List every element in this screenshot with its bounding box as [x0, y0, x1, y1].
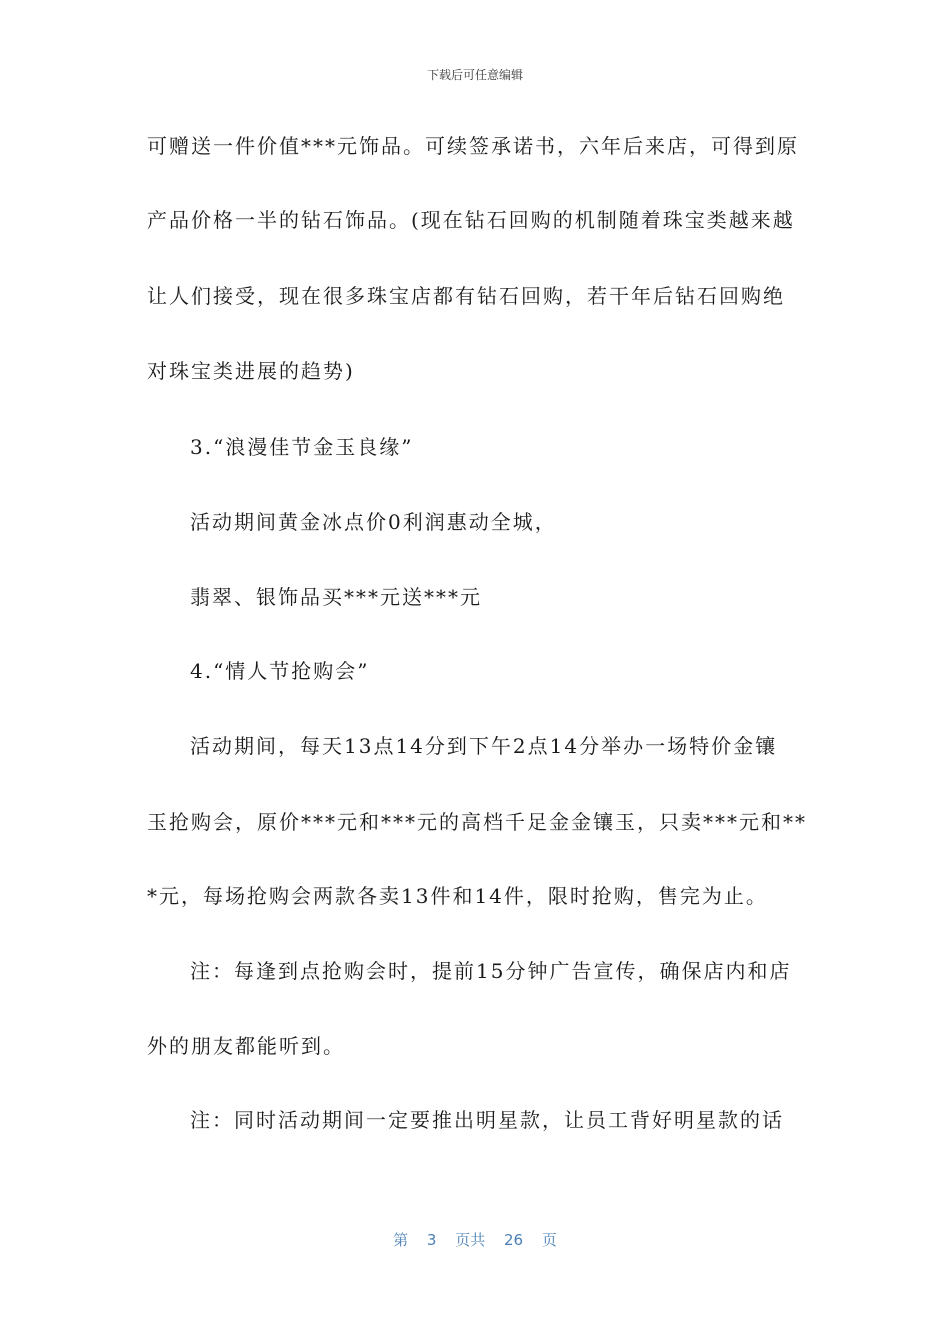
- paragraph-line: 对珠宝类进展的趋势): [147, 359, 355, 383]
- page-header-note: 下载后可任意编辑: [426, 68, 523, 82]
- paragraph-line: 让人们接受，现在很多珠宝店都有钻石回购，若干年后钻石回购绝: [147, 284, 785, 308]
- paragraph-line: 外的朋友都能听到。: [147, 1034, 345, 1058]
- paragraph-line: *元，每场抢购会两款各卖13件和14件，限时抢购，售完为止。: [147, 884, 768, 908]
- note-line: 注：每逢到点抢购会时，提前15分钟广告宣传，确保店内和店: [190, 959, 792, 983]
- paragraph-line: 活动期间，每天13点14分到下午2点14分举办一场特价金镶: [190, 734, 778, 758]
- note-line: 注：同时活动期间一定要推出明星款，让员工背好明星款的话: [190, 1108, 784, 1132]
- paragraph-line: 玉抢购会，原价***元和***元的高档千足金金镶玉，只卖***元和**: [147, 810, 807, 834]
- paragraph-line: 翡翠、银饰品买***元送***元: [190, 585, 482, 609]
- page-number: 第 3 页共 26 页: [393, 1231, 557, 1249]
- section-heading: 4.“情人节抢购会”: [190, 659, 370, 683]
- paragraph-line: 产品价格一半的钻石饰品。(现在钻石回购的机制随着珠宝类越来越: [147, 208, 795, 232]
- paragraph-line: 活动期间黄金冰点价0利润惠动全城，: [190, 510, 557, 534]
- paragraph-line: 可赠送一件价值***元饰品。可续签承诺书，六年后来店，可得到原: [147, 134, 799, 158]
- section-heading: 3.“浪漫佳节金玉良缘”: [190, 435, 414, 459]
